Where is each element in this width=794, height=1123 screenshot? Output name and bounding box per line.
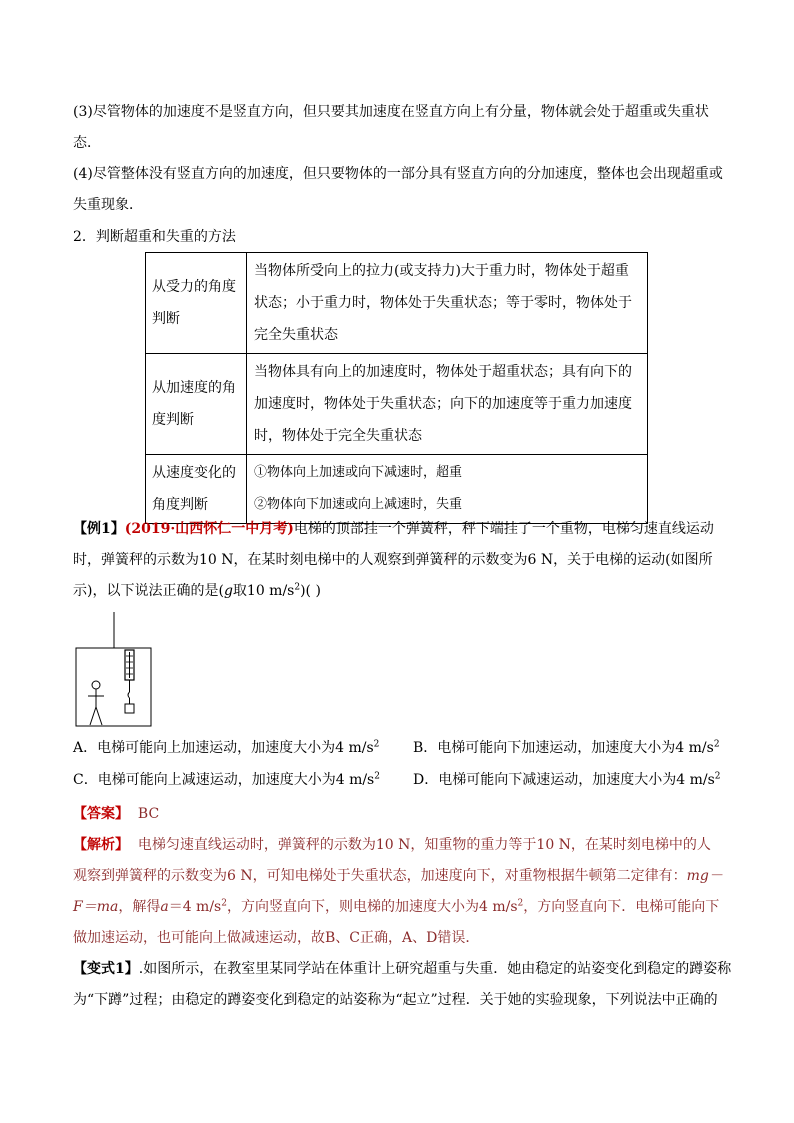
method-table: [145, 252, 648, 524]
analysis: 【解析】 电梯匀速直线运动时，弹簧秤的示数为10 N，知重物的重力等于10 N，在某时刻电梯中的人观察到弹簧秤的示数变为6 N，可知电梯处于失重状态，加速度向下，对重物根据牛顿第二定律有：mg－F＝ma，解得a＝4 $m/s^2$，方向竖直向下，则电梯的加速度大小为4 $m/s^2$，方向竖直向下．电梯可能向下做加速运动，也可能向上做减速运动，故B、C正确，A、D错误．: [73, 837, 723, 946]
row-text: 当物体所受向上的拉力(或支持力)大于重力时，物体处于超重状态；小于重力时，物体处于失重状态；等于零时，物体处于完全失重状态: [247, 253, 648, 354]
example-stem-sup: 2: [294, 582, 301, 593]
answer-value: BC: [137, 806, 160, 822]
variant-text: .如图所示，在教室里某同学站在体重计上研究超重与失重．她由稳定的站姿变化到稳定的蹲姿称为“下蹲”过程；由稳定的蹲姿变化到稳定的站姿称为“起立”过程．关于她的实验现象，下列说法中正确的: [73, 961, 732, 1008]
example-stem-a: 电梯的顶部挂一个弹簧秤，秤下端挂了一个重物，电梯匀速直线运动时，弹簧秤的示数为10 N，在某时刻电梯中的人观察到弹簧秤的示数变为6 N，关于电梯的运动(如图所示)，以下说法正确的是(: [73, 521, 714, 599]
table-row: [146, 253, 648, 354]
note-4: (4)尽管整体没有竖直方向的加速度，但只要物体的一部分具有竖直方向的分加速度，整体也会出现超重或失重现象．: [73, 166, 723, 213]
option-a: A．电梯可能向上加速运动，加速度大小为4 $m/s^2$: [73, 739, 380, 756]
elevator-figure: [74, 612, 154, 732]
answer: [73, 799, 723, 830]
row-text-line-2: ②物体向下加速或向上减速时，失重: [254, 497, 463, 512]
example-1: [73, 514, 733, 607]
row-label: 从加速度的角度判断: [146, 354, 247, 455]
row-text-line-1: ①物体向上加速或向下减速时，超重: [254, 465, 463, 480]
example-tag: 【例1】: [73, 521, 125, 537]
analysis-tag: 【解析】: [73, 837, 129, 853]
example-stem-b: 取10 m/s: [232, 583, 295, 599]
variant-tag: 【变式1】: [73, 961, 139, 977]
option-d: D．电梯可能向下减速运动，加速度大小为4 $m/s^2$: [413, 771, 721, 788]
table-row: [146, 354, 648, 455]
example-stem-g: g: [223, 583, 233, 599]
answer-tag: 【答案】: [73, 806, 129, 822]
row-label: 从速度变化的角度判断: [146, 455, 247, 524]
row-text: 当物体具有向上的加速度时，物体处于超重状态；具有向下的加速度时，物体处于失重状态；向下的加速度等于重力加速度时，物体处于完全失重状态: [247, 354, 648, 455]
option-b: B．电梯可能向下加速运动，加速度大小为4 $m/s^2$: [413, 739, 720, 756]
note-3: (3)尽管物体的加速度不是竖直方向，但只要其加速度在竖直方向上有分量，物体就会处于超重或失重状态．: [73, 104, 709, 151]
variant-1: [73, 954, 733, 1016]
option-c: C．电梯可能向上减速运动，加速度大小为4 $m/s^2$: [73, 771, 380, 788]
example-stem-c: )( ): [300, 583, 321, 599]
row-label: 从受力的角度判断: [146, 253, 247, 354]
example-source: (2019·山西怀仁一中月考): [124, 521, 294, 537]
section-2-title: 2．判断超重和失重的方法: [73, 229, 236, 245]
